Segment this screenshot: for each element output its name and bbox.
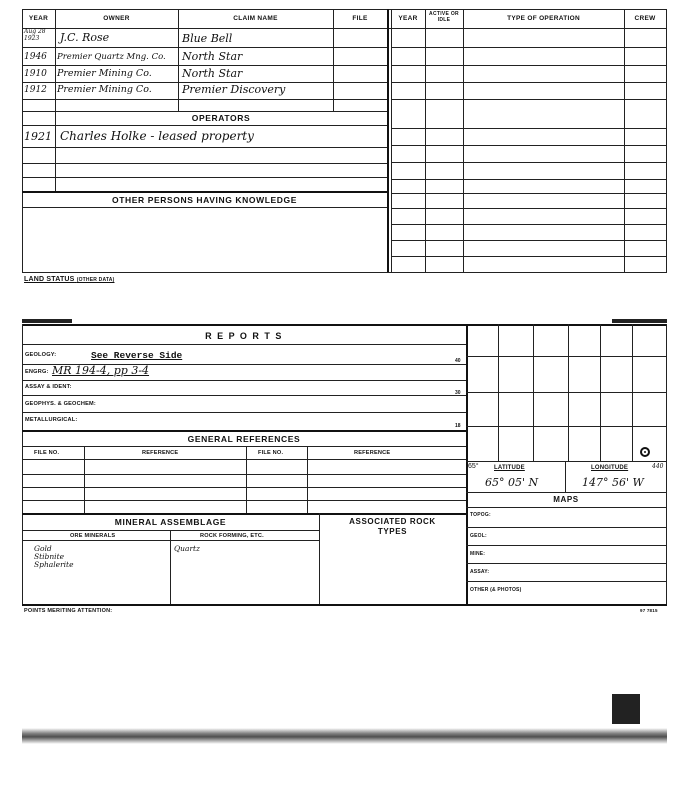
engrg-value: MR 194-4, pp 3-4 [52,364,150,377]
reference-header-2: REFERENCE [354,450,391,456]
reports-title-rule [22,344,466,345]
lat-long-divider [565,461,566,492]
reports-right-border [666,324,667,605]
owner-year-2: 1946 [24,52,47,62]
operators-rule [22,125,387,126]
geology-value: See Reverse Side [91,350,183,361]
owner-year-1: Aug 28 1923 [24,28,46,42]
center-divider [387,9,389,272]
ops-row-line [391,240,666,241]
scan-artifact [612,694,640,724]
latitude-value: 65° 05' N [485,476,539,489]
claim-name-3: North Star [182,67,243,80]
rock-forming-header: ROCK FORMING, ETC. [200,533,264,539]
ops-row-line [391,128,666,129]
rock-forming-1: Quartz [174,544,201,553]
map-topog: TOPOG: [470,512,491,518]
reports-left-border [22,324,23,605]
reference-header: REFERENCE [142,450,179,456]
report-row-line [22,430,466,432]
file-header: FILE [352,15,368,22]
owners-bottom-line [22,111,387,112]
operator-text-1: Charles Holke - leased property [60,129,254,143]
owner-name-2: Premier Quartz Mng. Co. [57,52,166,62]
scan-streak [22,728,667,744]
map-assay: ASSAY: [470,569,490,575]
header-bottom-rule [22,28,667,29]
genref-header-rule [22,459,466,460]
ops-row-line [391,256,666,257]
longitude-label: LONGITUDE [591,465,629,471]
report-row-line [22,395,466,396]
reports-top-border [22,324,667,326]
report-num: 18 [455,423,461,429]
owner-year-3: 1910 [24,69,47,79]
report-num: 30 [455,390,461,396]
owner-name-3: Premier Mining Co. [57,68,152,79]
engrg-label: ENGRG: [25,369,49,375]
genref-col [84,446,85,514]
others-title: OTHER PERSONS HAVING KNOWLEDGE [111,195,298,205]
maps-title: MAPS [553,495,579,504]
grid-line [466,392,666,393]
smudge [612,319,667,323]
right-border [666,9,667,273]
top-border [22,9,667,10]
type-operation-header: TYPE OF OPERATION [507,15,580,22]
grid-line [466,356,666,357]
owner-year-4: 1912 [24,85,47,95]
map-mine: MINE: [470,551,486,557]
top-table-bottom [22,272,667,273]
map-row-line [466,581,666,582]
maps-rule [466,492,666,493]
geology-label: GEOLOGY: [25,352,57,358]
map-row-line [466,545,666,546]
mineral-header-rule [22,540,319,541]
genref-rule [22,446,466,447]
grid-line [466,426,666,427]
col-active-divider [425,9,426,272]
operator-row-line [22,177,387,178]
claim-name-1: Blue Bell [182,32,233,45]
ops-row-line [391,145,666,146]
ops-row-line [391,208,666,209]
ore-minerals-header: ORE MINERALS [70,533,116,539]
file-no-header: FILE NO. [34,450,60,456]
land-status-sub: (OTHER DATA) [76,277,115,283]
map-row-line [466,563,666,564]
owner-name-1: J.C. Rose [60,31,110,44]
col-file-divider [333,9,334,111]
others-rule [22,191,387,193]
grid-bottom [466,461,666,462]
others-header-rule [22,207,387,208]
latitude-label: LATITUDE [494,465,525,471]
map-row-line [466,527,666,528]
reports-title: R E P O R T S [205,331,283,341]
genref-row-line [22,500,466,501]
operator-year-1: 1921 [24,130,52,143]
ops-row-line [391,179,666,180]
col-type-divider [463,9,464,272]
col-claim-divider [178,9,179,111]
operator-row-line [22,147,387,148]
mineral-assemblage-title: MINERAL ASSEMBLAGE [114,517,227,527]
ops-row-line [391,99,666,100]
ops-row-line [391,47,666,48]
associated-rock-types-title: ASSOCIATED ROCK TYPES [349,517,436,536]
land-status-text: LAND STATUS [24,276,75,283]
maps-title-rule [466,507,666,508]
operator-row-line [22,163,387,164]
points-meriting-attention-label: POINTS MERITING ATTENTION: [24,608,113,614]
geophys-label: GEOPHYS. & GEOCHEM: [25,401,96,407]
long-suffix: 440 [652,463,664,470]
owners-year-header: YEAR [28,15,49,22]
left-border [22,9,23,273]
longitude-value: 147° 56' W [582,476,644,489]
points-rule [22,604,667,606]
ops-year-header: YEAR [398,15,418,22]
crew-header: CREW [634,15,656,22]
ops-row-line [391,193,666,194]
land-status-label [24,276,114,283]
operators-title: OPERATORS [191,113,251,123]
col-owner-divider [55,9,56,192]
center-divider-2 [391,9,392,272]
metallurgical-label: METALLURGICAL: [25,417,78,423]
report-num: 40 [455,358,461,364]
genref-col [246,446,247,514]
claim-name-4: Premier Discovery [182,83,286,96]
ore-mineral-2: Stibnite [34,552,65,561]
owner-row-line [22,99,387,100]
genref-row-line [22,487,466,488]
genref-col [307,446,308,514]
claim-name-header: CLAIM NAME [233,15,278,22]
col-crew-divider [624,9,625,272]
form-number: 97 7815 [640,608,658,613]
report-row-line [22,380,466,381]
ops-row-line [391,82,666,83]
ore-mineral-1: Gold [34,544,52,553]
genref-row-line [22,474,466,475]
mineral-rule [22,530,319,531]
map-geol: GEOL: [470,533,487,539]
general-references-title: GENERAL REFERENCES [187,434,301,444]
ore-mineral-3: Sphalerite [34,560,74,569]
report-row-line [22,412,466,413]
ops-row-line [391,162,666,163]
map-other: OTHER (& PHOTOS) [470,587,522,593]
ops-row-line [391,224,666,225]
lat-prefix: 65° [468,463,479,470]
smudge [22,319,72,323]
genref-bottom [22,513,466,515]
ops-row-line [391,65,666,66]
owner-row-line [22,65,387,66]
owner-header: OWNER [103,15,130,22]
ore-rock-divider [170,530,171,605]
claim-name-2: North Star [182,50,243,63]
assay-label: ASSAY & IDENT: [25,384,72,390]
location-dot-icon [644,451,646,453]
owner-name-4: Premier Mining Co. [57,84,152,95]
owner-row-line [22,47,387,48]
file-no-header-2: FILE NO. [258,450,284,456]
active-idle-header: ACTIVE OR IDLE [429,11,459,23]
